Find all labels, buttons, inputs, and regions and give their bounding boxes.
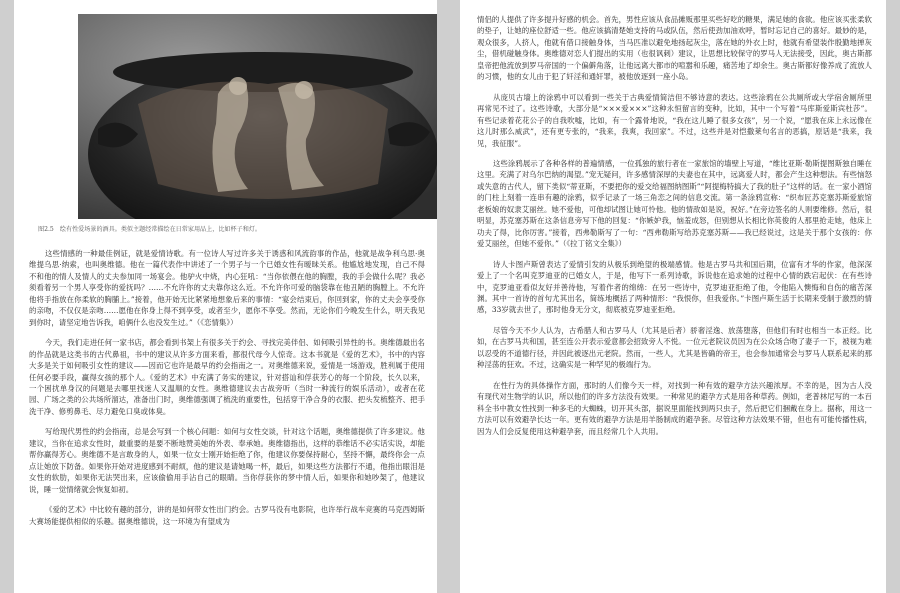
paragraph: 《爱的艺术》中比较有趣的部分，讲的是如何带女性出门约会。古罗马没有电影院，也许举行战车竞赛的马克西姆斯大赛场能提供相似的乐趣。据奥维德说，这一环境为有望成为	[29, 505, 425, 526]
paragraph: 尽管今天不少人认为，古希腊人和古罗马人（尤其是后者）骄奢淫逸、放荡堕落，但他们有时也相当一本正经。比如，在古罗马共和国，甚至连公开表示爱意都会招致旁人不悦。一位元老院议员因为在公众场合吻了妻子一下，被视为难以忍受的不道德行径，并因此被逐出元老院。然而，一些人，尤其是皆确的帝王，也会参加通常会与罗马人联系起来的那种淫荡的狂欢。不过，这确实是一种罕见的极端行为。	[477, 325, 872, 370]
paragraph: 这些涂鸦展示了各种各样的普遍情感，一位孤独的旅行者在一家旅馆的墙壁上写道，“维比亚斯·勒斯提图斯独自睡在这里。充满了对乌尔巴纳的渴望。”宠无疑问，许多感情深厚的夫妻也在其中，远离爱人时，都会产生这种想法。有些恼怒或失意的古代人，留下类似“蒂亚斯，不要把你的爱交给福图纳图斯”“阿提梅特搞大了我的肚子”这样的话。在一家小酒馆的门柱上刻着一连串有趣的涂鸦，似乎记录了一场三角恋之间的信息交流。第一条涂鸦宣称：“织布匠苏克塞苏斯爱旅馆老板娘的奴隶艾丽丝。她不爱他，可他却试图让她可怜他。他的情敌如是说，祝好。”在旁边签名的人则要维修。然后，很明显，苏克塞苏斯在这条信息旁写下他的回复：“你嫉妒我，恼羞成怒，但别想从长相比你英俊的人那里抢走她，他床上功夫了得，比你厉害。”接着，西弗勒斯写了一句：“西弗勒斯写给苏克塞苏斯——我已经说过，这是关于那个女孩的：你爱艾丽丝，但她不爱你。”（《拉丁铭文全集》）	[477, 158, 872, 249]
paragraph: 情侣的人提供了许多提升好感的机会。首先，男性应该从食品摊贩那里买些好吃的糖果，满足她的食欲。他应该买张柔软的垫子，让她的座位舒适一些。他应该搞清楚她支持的马或队伍，然后使劲加油欢呼，暂时忘记自己的喜好。最妙的是，观众很多，人挤人，他就有借口接触身体，当马匹准以避免地扬起灰尘，落在她的外衣上时，他就有希望装作殷勤地掸灰尘，借机碰触身体。奥维德对恋人们提出的实用（也很讽刺）建议，让思想比较保守的罗马人无法接受，因此，奥古斯都皇帝把他流放到罗马帝国的一个偏僻角落，让他远离大都市的喧嚣和乐趣，痛苦地了却余生。奥古斯都好像养成了流放人的习惯，他的女儿由于犯了奸淫和通奸罪，被他放逐到一座小岛。	[477, 15, 872, 82]
paragraph: 诗人卡图卢斯曾表达了爱情引发的从极乐到绝望的极端感情。他是古罗马共和国后期，位富有才华的作家，他深深爱上了一个名叫克罗迪亚的已婚女人，于是，他写下一系列诗歌，诉说他在追求她的过程中心情的跌宕起伏：在有些诗中，克罗迪亚看似友好并善待他，写着作者的绵绵：在另一些诗中，克罗迪亚拒绝了他，令他陷入懊悔和自伤的痛苦深渊。其中一首诗的首句尤其出名，简练地概括了两种情形：“我恨你，但我爱你。”卡图卢斯生活于长期来受制于激烈的情感，33岁就去世了，那时他身无分文，彻底被克罗迪亚拒绝。	[477, 259, 872, 315]
vase-illustration	[78, 14, 437, 219]
paragraph: 写给现代男性的约会指南，总是会写到一个核心问题：如何与女性交谈，针对这个话题，奥维德提供了许多建议。他建议，当你在追求女性时，最重要的是要不断地赞美她的外表、奉承她。奥维德指出，这样的恭维话不必实话实说，却能帮你赢得芳心。奥维德不是言敢身的人，如果一位女士刚开始拒绝了你，他建议你要保持耐心，坚持不懈，最终你会一点点让她放下防备。如果你开始对进度感到不耐烦，他的建议是请她喝一杯，最后，如果这些方法都行不通，他指出眼泪是女性的软肋，如果你无法哭出来，应该偷偷用手沾自己的眼睛。当你俘获你的梦中情人后，如果你和她吵架了，他建议说，睡一觉情绪就会恢复如初。	[29, 427, 425, 494]
paragraph: 从庞贝古墙上的涂鸦中可以看到一些关于古典爱情简洁但不够诗意的表达。这些涂鸦在公共厕所或大学宿舍厕所里再常见不过了。这些诗歌，大部分是“×××爱×××”这种永恒留言的变种，比如，其中一个写着“马库斯爱斯宾杜莎”。有些记录着花花公子的自我吹嘘，比如，有一个露骨地说，“我在这儿睡了很多女孩”，另一个说，“愿我在床上永远像在这儿时那么威武”，还有更专张的，“我来，我爽，我回家”。不过，这些并是对恺撒莱句名言的恶搞，原话是“我来，我见，我征服”。	[477, 92, 872, 148]
figure-photo-drinking-cup	[78, 14, 437, 219]
paragraph: 在性行为的具体操作方面，那时的人们像今天一样，对找到一种有效的避孕方法兴趣浓厚。不幸的是，因为古人没有现代对生物学的认识，所以他们的许多方法没有效果。一种常见的避孕方式是用各种草药。例如，老普林尼写的一本百科全书中教女性找到一种多毛的大蜘蛛，切开其头部，据说里面能找到两只虫子，然后把它们捆戴在身上。据称，用这一方法可以有效避孕长达一年。更有效的避孕方法是用羊肠制成的避孕套。尽管这种方法效果不错，但也有可能传播性病，因为人们会反复使用这种避孕套，而且经常几个人共用。	[477, 380, 872, 436]
left-page	[14, 0, 437, 593]
right-page	[460, 0, 886, 593]
figure-caption: 图2.5 绘有性爱场景的酒具。类似主题经常描绘在日常家用品上，比如杯子和灯。	[38, 226, 261, 233]
paragraph: 今天，我们走进任何一家书店，都会看到书架上有很多关于约会、寻找完美伴侣、如何吸引异性的书。奥维德最出名的作品就是这类书的古代鼻祖，书中的建议从许多方面来看，都很代母今人惊奇。这本书就是《爱的艺术》，书中的内容大多是关于如何吸引女性的建议——因而它也许是最早的约会指南之一。对奥维德来说，爱情是一场游戏，胜利属于使用任何必要手段，赢得女孩的那个人。《爱的艺术》中充满了务实的建议，针对搭讪和俘获芳心的每一个阶段，长久以来，一个困扰单身汉的问题是去哪里找迷人又温顺的女性。奥维德建议去古战旁听（当时一种流行的娱乐活动），或者在花园、广场之类的公共场所溜达，准备出门时，奥维德强调了梳洗的重要性，包括穿干净合身的衣服、把头发梳整齐、把手洗干净、修剪鼻毛、尽力避免口臭或体臭。	[29, 338, 425, 416]
paragraph: 这些情感的一种最佳例证，就是爱情诗歌。有一位诗人写过许多关于诱惑和风流韵事的作品，他就是战争利乌思·奥维提乌思·纳索，也叫奥维德。他在一篇代表作中讲述了一个男子与一个已婚女性有暧昧关系。他尴尬地发现，自己不得不和他的情人及情人的丈夫参加同一场宴会。他驴火中烧，内心狂吼：“当你依偎在他的胸膛，我的手会做什么呢？我必须看着另一个男人享受你的爱抚吗？……不允许你的丈夫靠你这么近。不允许你可爱的脑袋靠在他丑陋的胸膛上。不允许他将手指放在你柔软的胸脯上。”接着，他开始无比紧紧地想象后来的事情：“宴会结束后，你回到家，你的丈夫会享受你的亲吻，不仅仅是亲吻……愿他在你身上得不到享受，或者至少，愿你不享受。然而，无论你们今晚发生什么，明天我见到你时，请坚定地告诉我，咱俩什么也没发生过。”（《恋情集》）	[29, 249, 425, 327]
